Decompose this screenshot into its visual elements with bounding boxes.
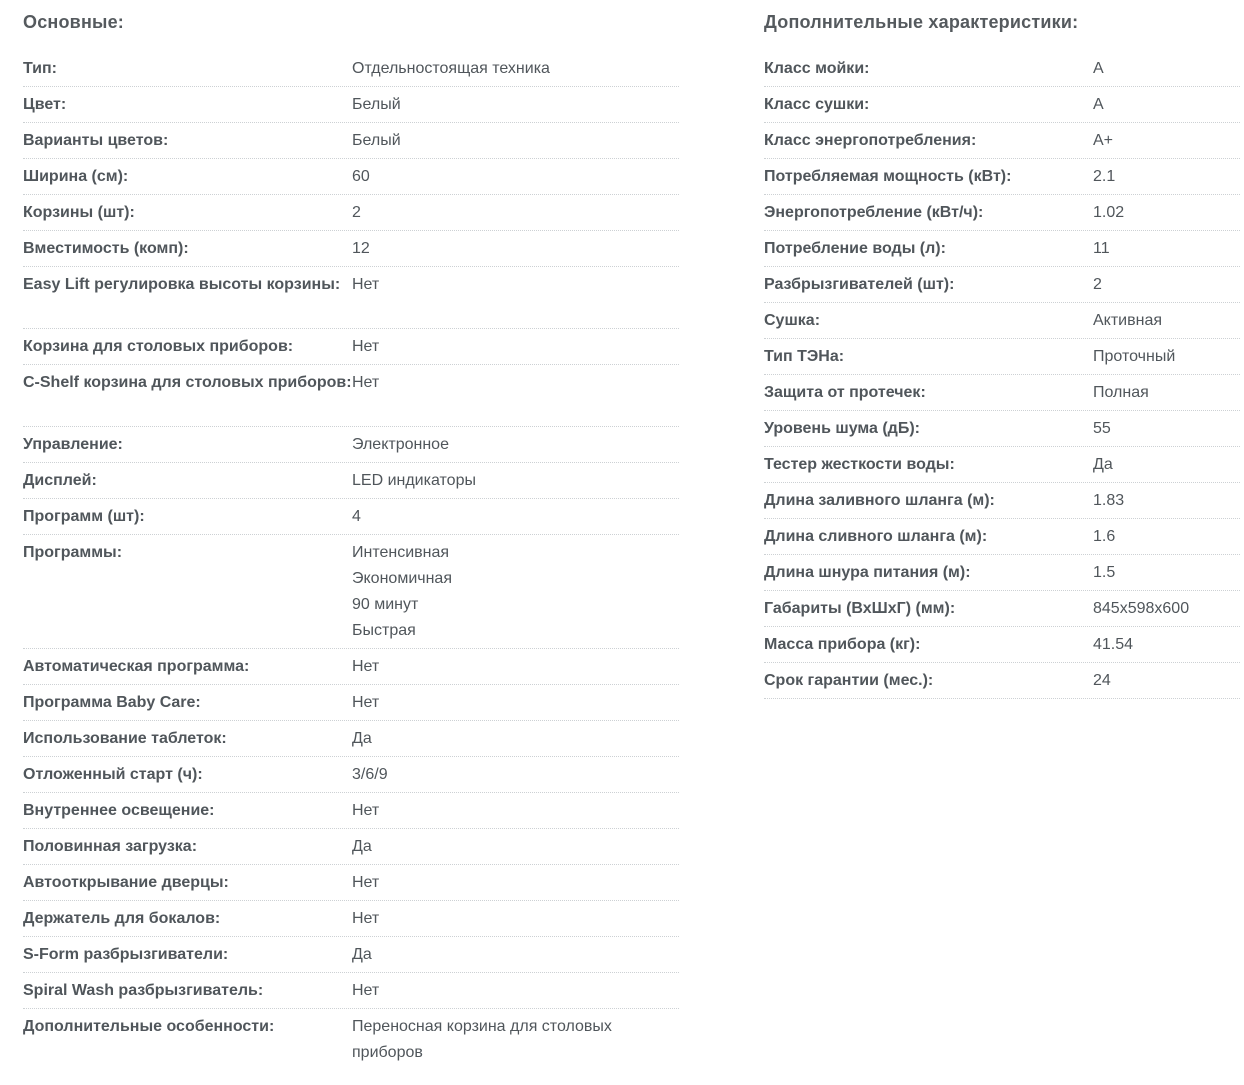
spec-row [23,937,679,973]
spec-row [23,329,679,365]
spec-label: Тип ТЭНа: [764,348,845,365]
program-item: Экономичная [352,570,452,587]
spec-value: Нет [352,982,380,999]
spec-value: 60 [352,168,370,185]
spec-row [23,793,679,829]
spec-label: Ширина (см): [23,168,129,185]
spec-label: Программа Baby Care: [23,694,201,711]
spec-value: Отдельностоящая техника [352,60,550,77]
spec-value: 11 [1093,240,1110,257]
spec-label: Автооткрывание дверцы: [23,874,229,891]
spec-value: Нет [352,910,380,927]
spec-row [23,427,679,463]
spec-row [23,267,679,329]
main-specs-heading: Основные: [23,12,124,32]
spec-value: 1.83 [1093,492,1125,509]
spec-label: Отложенный старт (ч): [23,766,203,783]
spec-value: Нет [352,694,380,711]
additional-specs-heading: Дополнительные характеристики: [764,12,1079,32]
spec-row [23,123,679,159]
spec-label: Срок гарантии (мес.): [764,672,934,689]
spec-label: Корзина для столовых приборов: [23,338,294,355]
spec-value: 2.1 [1093,168,1116,185]
spec-label: Половинная загрузка: [23,838,198,855]
spec-row [23,757,679,793]
spec-label: Цвет: [23,96,67,113]
spec-value: 55 [1093,420,1111,437]
spec-value: 2 [352,204,361,221]
spec-value: A [1093,60,1104,77]
spec-value: 1.5 [1093,564,1116,581]
spec-label: Использование таблеток: [23,730,227,747]
program-item: 90 минут [352,596,419,613]
spec-label: Масса прибора (кг): [764,636,921,653]
spec-row [764,267,1240,303]
spec-row [764,123,1240,159]
spec-row [23,159,679,195]
spec-label: Корзины (шт): [23,204,135,221]
spec-row [23,535,679,649]
spec-label: Держатель для бокалов: [23,910,221,927]
spec-value: 1.02 [1093,204,1125,221]
spec-row [764,339,1240,375]
spec-label: Потребление воды (л): [764,240,946,257]
spec-value: Нет [352,802,380,819]
spec-value: 4 [352,508,361,525]
program-item: Интенсивная [352,544,450,561]
spec-label: Программ (шт): [23,508,145,525]
spec-label: Габариты (ВхШхГ) (мм): [764,600,956,617]
spec-value: Да [352,946,372,963]
spec-row [764,87,1240,123]
spec-label: Класс мойки: [764,60,870,77]
spec-value: 12 [352,240,370,257]
spec-value-list [352,540,679,639]
spec-label: Сушка: [764,312,821,329]
spec-row [764,303,1240,339]
spec-label: Потребляемая мощность (кВт): [764,168,1012,185]
spec-label: Управление: [23,436,123,453]
spec-label: Длина сливного шланга (м): [764,528,988,545]
spec-value: Проточный [1093,348,1176,365]
spec-row [23,51,679,87]
spec-value: Электронное [352,436,449,453]
spec-value: Белый [352,96,401,113]
spec-value: Да [352,730,372,747]
spec-row [23,685,679,721]
spec-label: Уровень шума (дБ): [764,420,920,437]
spec-value: 3/6/9 [352,766,388,783]
main-specs-section [23,0,679,1071]
spec-label: Энергопотребление (кВт/ч): [764,204,984,221]
spec-row [764,375,1240,411]
spec-row [764,519,1240,555]
spec-row [23,463,679,499]
spec-value: A [1093,96,1104,113]
spec-value: Да [352,838,372,855]
spec-value: Белый [352,132,401,149]
spec-row [23,865,679,901]
spec-row [764,483,1240,519]
spec-label: Дополнительные особенности: [23,1018,275,1035]
spec-row [764,627,1240,663]
spec-row [764,555,1240,591]
spec-row [764,591,1240,627]
spec-label: Класс энергопотребления: [764,132,977,149]
spec-row [23,499,679,535]
spec-row [23,87,679,123]
spec-row [764,51,1240,87]
spec-label: Тип: [23,60,57,77]
spec-label: Внутреннее освещение: [23,802,215,819]
spec-value: Нет [352,374,380,391]
spec-row [23,365,679,427]
spec-row [23,649,679,685]
spec-label: Программы: [23,544,123,561]
spec-label: Spiral Wash разбрызгиватель: [23,982,264,999]
spec-value: LED индикаторы [352,472,476,489]
spec-value: 1.6 [1093,528,1116,545]
spec-value: Нет [352,276,380,293]
spec-label: Тестер жесткости воды: [764,456,955,473]
spec-row [764,447,1240,483]
spec-row [23,829,679,865]
program-item: Быстрая [352,622,416,639]
spec-value: Нет [352,874,380,891]
spec-row [764,663,1240,699]
spec-label: Длина заливного шланга (м): [764,492,995,509]
spec-label: Длина шнура питания (м): [764,564,971,581]
spec-label: S-Form разбрызгиватели: [23,946,229,963]
spec-label: Дисплей: [23,472,97,489]
spec-value: Нет [352,658,380,675]
spec-value: 2 [1093,276,1102,293]
spec-row [764,195,1240,231]
spec-value: 41.54 [1093,636,1134,653]
spec-label: Вместимость (комп): [23,240,189,257]
spec-label: Защита от протечек: [764,384,926,401]
spec-row [764,231,1240,267]
spec-value: 24 [1093,672,1111,689]
spec-row [23,231,679,267]
spec-value: Переносная корзина для столовых приборов [352,1018,612,1061]
spec-value: Да [1093,456,1113,473]
spec-value: Нет [352,338,380,355]
spec-label: Класс сушки: [764,96,870,113]
spec-row [23,1009,679,1071]
spec-value: 845x598x600 [1093,600,1190,617]
spec-row [764,159,1240,195]
spec-label: Разбрызгивателей (шт): [764,276,955,293]
spec-value: Полная [1093,384,1149,401]
spec-row [23,973,679,1009]
additional-specs-section [764,0,1240,699]
spec-label: Автоматическая программа: [23,658,250,675]
spec-label: Варианты цветов: [23,132,169,149]
spec-row [23,721,679,757]
spec-row [23,195,679,231]
spec-row [23,901,679,937]
spec-value: Активная [1093,312,1163,329]
spec-label: Easy Lift регулировка высоты корзины: [23,276,341,293]
spec-row [764,411,1240,447]
spec-value: A+ [1093,132,1114,149]
spec-label: C-Shelf корзина для столовых приборов: [23,374,352,391]
